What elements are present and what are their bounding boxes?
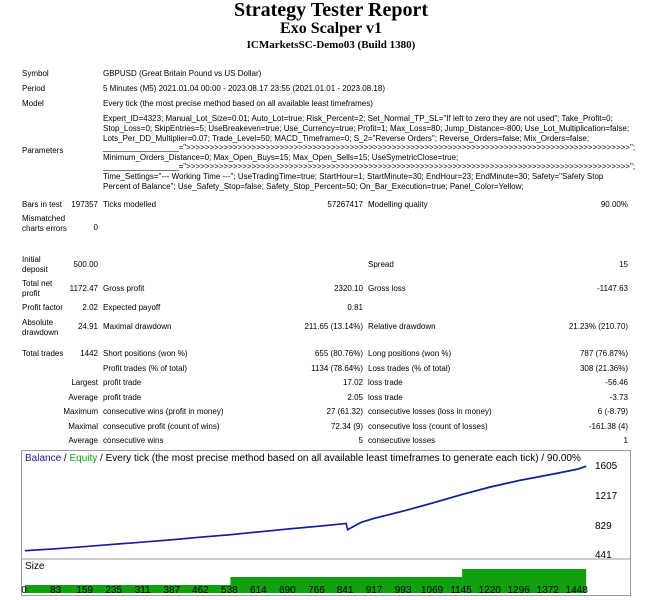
param-line: Expert_ID=4323; Manual_Lot_Size=0.01; Auto_Lot=true; Risk_Percent=2; Set_Normal_TP_SL="If left to zero they are not used"; Take_Profit=0; [103,114,613,123]
x-tick: 690 [279,585,296,596]
param-line: Minimum_Orders_Distance=0; Max_Open_Buys=15; Max_Open_Sells=15; UseSymetricClose=true; [103,153,459,162]
x-tick: 462 [192,585,209,596]
maximal-consec-profit-label: consecutive profit (count of wins) [103,422,220,431]
modelling-quality-value: 90.00% [600,200,628,209]
ticks-value: 57267417 [327,200,363,209]
balance-chart-svg [22,451,630,595]
parameters-label: Parameters [22,146,64,155]
expected-payoff-value: 0.81 [347,303,363,312]
absolute-drawdown-label: Absolute drawdown [22,318,59,337]
symbol-label: Symbol [22,69,49,78]
max-consec-wins-label: consecutive wins (profit in money) [103,407,224,416]
modelling-quality-label: Modelling quality [368,200,428,209]
largest-loss-label: loss trade [368,378,403,387]
period-label: Period [22,84,46,93]
loss-trades-label: Loss trades (% of total) [368,364,451,373]
report-title: Strategy Tester Report [233,0,429,21]
model-label: Model [22,99,44,108]
maximal-consec-profit-value: 72.34 (9) [330,422,363,431]
deposit-value: 500.00 [73,260,98,269]
average-profit-value: 2.05 [347,393,363,402]
total-trades-label: Total trades [22,349,64,358]
bars-label: Bars in test [22,200,63,209]
max-consec-losses-label: consecutive losses (loss in money) [368,407,492,416]
y-tick: 1605 [595,461,618,472]
chart-legend [25,453,581,464]
maximal-drawdown-label: Maximal drawdown [103,322,172,331]
y-tick: 829 [595,521,612,532]
average-loss-label: loss trade [368,393,403,402]
x-tick: 1448 [565,585,588,596]
x-tick: 538 [221,585,238,596]
legend-description: / Every tick (the most precise method based on all available least timeframes to generate each tick) / 90.00% [97,453,581,464]
bars-value: 197357 [71,200,98,209]
average-loss-value: -3.73 [609,393,628,402]
spread-label: Spread [368,260,394,269]
period-value: 5 Minutes (M5) 2021.01.04 00:00 - 2023.08.17 23:55 (2021.01.01 - 2023.08.18) [103,84,385,93]
relative-drawdown-label: Relative drawdown [368,322,436,331]
x-tick: 235 [105,585,123,596]
largest-loss-value: -56.46 [605,378,628,387]
balance-chart [21,450,631,596]
short-positions-label: Short positions (won %) [103,349,188,358]
net-profit-value: 1172.47 [69,284,98,293]
avg-consec-losses-value: 1 [623,436,628,445]
max-consec-losses-value: 6 (-8.79) [597,407,628,416]
absolute-drawdown-value: 24.91 [77,322,98,331]
x-tick: 387 [163,585,181,596]
x-tick: 614 [250,585,267,596]
gross-profit-value: 2320.10 [334,284,363,293]
x-tick: 1296 [507,585,530,596]
avg-consec-losses-label: consecutive losses [368,436,436,445]
maximal-consec-loss-value: -161.38 (4) [588,422,628,431]
relative-drawdown-value: 21.23% (210.70) [568,322,628,331]
largest-profit-value: 17.02 [342,378,363,387]
x-tick: 1145 [450,585,472,596]
avg-consec-wins-value: 5 [358,436,363,445]
legend-balance: Balance [25,453,62,464]
y-tick: 441 [595,550,612,561]
maximal-drawdown-value: 211.65 (13.14%) [304,322,363,331]
x-tick: 159 [76,585,94,596]
param-line: Lots_Per_DD_Multiplier=0.07; Trade_Level=50; MACD_Timeframe=0; S_2="Reverse Orders"; Reverse_Orders=false; Mix_Orders=false; [103,134,590,143]
legend-equity: Equity [69,453,98,464]
model-value: Every tick (the most precise method based on all available least timeframes) [103,99,373,108]
maximal-consec-loss-label: consecutive loss (count of losses) [368,422,488,431]
x-tick: 83 [50,585,62,596]
y-tick: 1217 [595,491,618,502]
largest-label: Largest [71,378,98,387]
profit-trades-value: 1134 (78.64%) [311,364,363,373]
series-line-equity [25,467,586,551]
average-profit-label: profit trade [103,393,142,402]
profit-factor-value: 2.02 [82,303,98,312]
total-trades-value: 1442 [80,349,98,358]
average-label: Average [68,393,98,402]
avg-consec-wins-label: consecutive wins [103,436,164,445]
x-tick: 311 [134,585,151,596]
mismatched-value: 0 [93,223,98,232]
ticks-label: Ticks modelled [103,200,157,209]
profit-factor-label: Profit factor [22,303,63,312]
expected-payoff-label: Expected payoff [103,303,161,312]
largest-profit-label: profit trade [103,378,142,387]
param-line: Percent of Balance"; Use_Safety_Stop=false; Safety_Stop_Percent=50; On_Bar_Execution=true; Panel_Color=Yellow; [103,182,524,191]
server-name: ICMarketsSC-Demo03 (Build 1380) [246,39,416,51]
loss-trades-value: 308 (21.36%) [579,364,628,373]
ea-name: Exo Scalper v1 [280,20,382,37]
symbol-value: GBPUSD (Great Britain Pound vs US Dollar) [103,69,262,78]
x-tick: 1372 [536,585,559,596]
x-tick: 993 [394,585,412,596]
x-tick: 841 [336,585,354,596]
deposit-label: Initial deposit [22,255,48,274]
legend-sep: / [61,453,70,464]
x-tick: 917 [365,585,383,596]
long-positions-label: Long positions (won %) [368,349,452,358]
profit-trades-label: Profit trades (% of total) [103,364,188,373]
maximum-label: Maximum [63,407,98,416]
series-line-balance [25,466,586,551]
long-positions-value: 787 (76.87%) [579,349,628,358]
gross-profit-label: Gross profit [103,284,145,293]
short-positions-value: 655 (80.76%) [314,349,363,358]
param-line: _________________=">>>>>>>>>>>>>>>>>>>>>>>>>>>>>>>>>>>>>>>>>>>>>>>>>>>>>>>>>>>>>>>>>>>>>>>>>>>>>>>>>>>>>>>>>>>>>>>"; [103,143,636,152]
param-line: Stop_Loss=0; SkipEntries=5; UseBreakeven=true; Use_Currency=true; Profit=1; Max_Loss=80; Jump_Distance=-800; Use_Lot_Multiplication=false; [103,124,630,133]
gross-loss-value: -1147.63 [597,284,628,293]
average-consec-label: Average [68,436,98,445]
maximal-label: Maximal [68,422,98,431]
param-line: _________________=">>>>>>>>>>>>>>>>>>>>>>>>>>>>>>>>>>>>>>>>>>>>>>>>>>>>>>>>>>>>>>>>>>>>>>>>>>>>>>>>>>>>>>>>>>>>>>>"; [103,162,636,171]
x-tick: 1220 [478,585,501,596]
max-consec-wins-value: 27 (61.32) [326,407,363,416]
param-line: Time_Settings="--- Working Time ---"; UseTradingTime=true; StartHour=1; StartMinute=30; EndHour=23; EndMinute=30; Safety="Safety Stop [103,172,604,181]
gross-loss-label: Gross loss [368,284,406,293]
mismatched-label: Mismatched charts errors [22,214,67,233]
x-tick: 0 [21,585,27,596]
x-tick: 1069 [420,585,444,596]
spread-value: 15 [619,260,628,269]
x-tick: 766 [308,585,325,596]
size-label: Size [25,561,45,572]
net-profit-label: Total net profit [22,279,53,298]
